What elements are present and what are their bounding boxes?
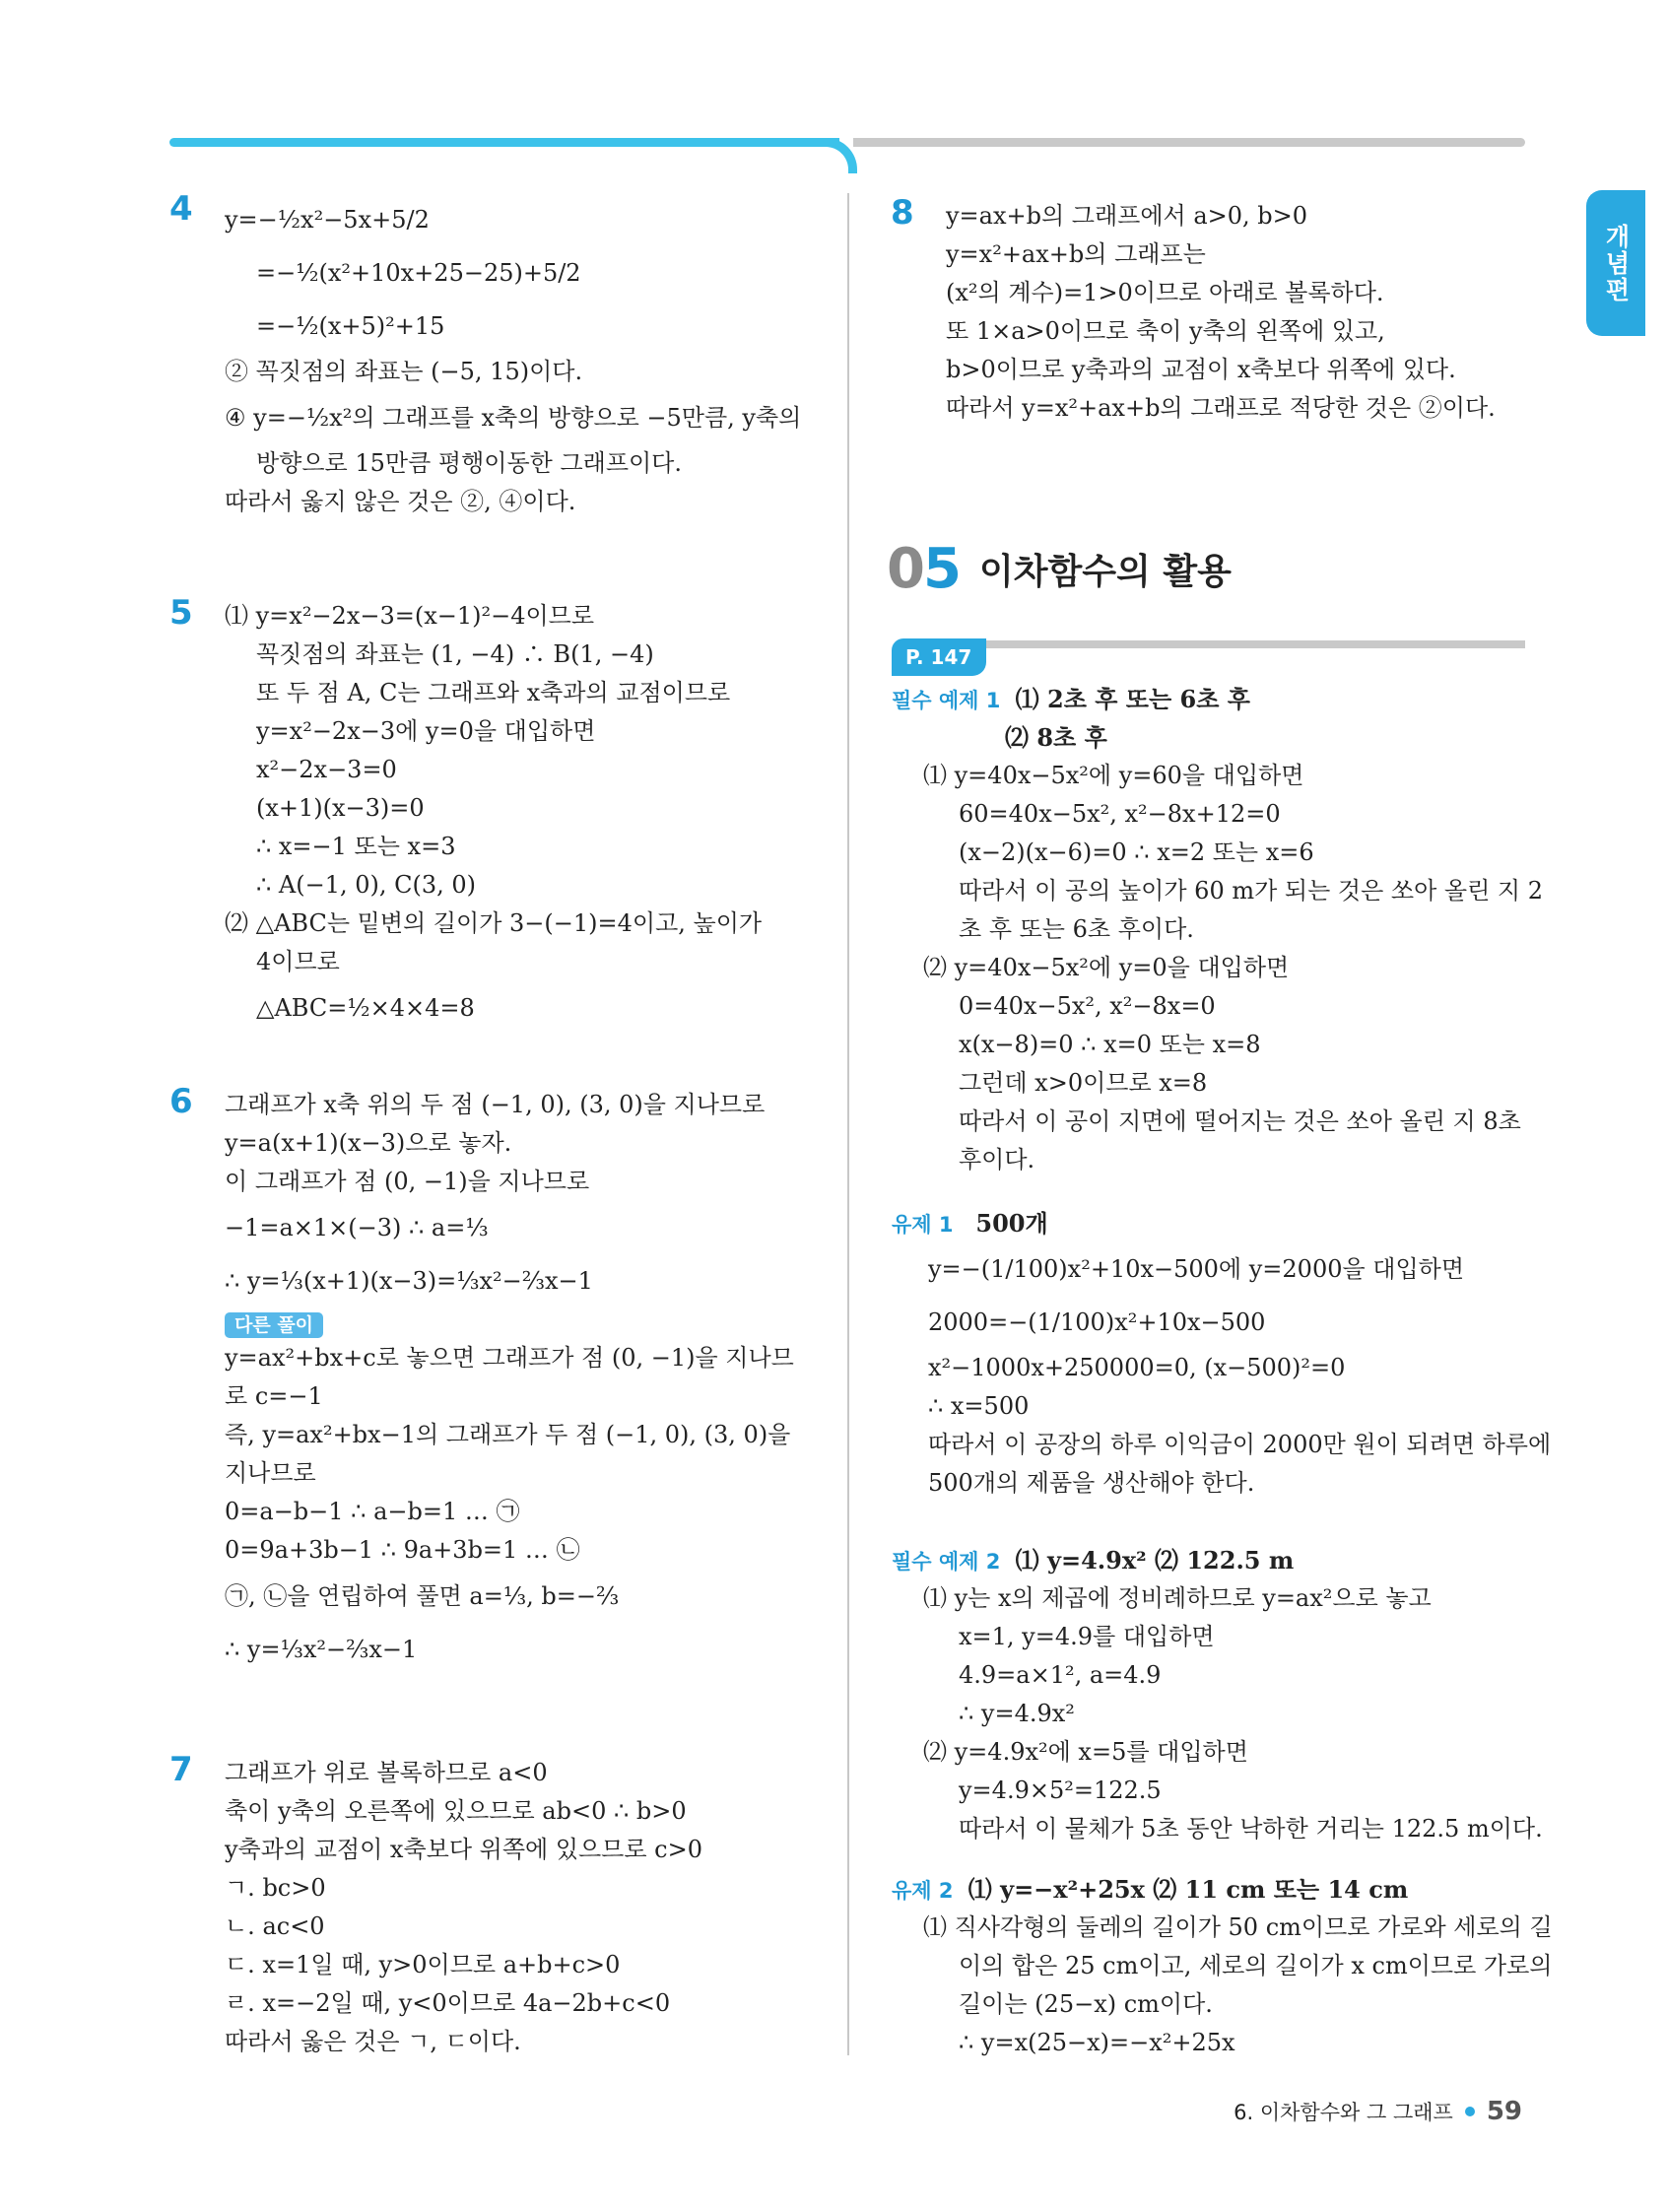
problem-7 — [169, 1750, 703, 2061]
line: 0=40x−5x², x²−8x=0 — [959, 992, 1216, 1020]
line: 60=40x−5x², x²−8x+12=0 — [959, 800, 1281, 828]
line: ⑵ y=4.9x²에 x=5를 대입하면 — [923, 1738, 1248, 1766]
line: ⑵ y=40x−5x²에 y=0을 대입하면 — [923, 954, 1290, 981]
line: =−½(x+5)²+15 — [256, 312, 445, 340]
line: y=ax²+bx+c로 놓으면 그래프가 점 (0, −1)을 지나므 — [225, 1344, 794, 1372]
line: x²−1000x+250000=0, (x−500)²=0 — [928, 1354, 1346, 1381]
line: 2000=−(1/100)x²+10x−500 — [928, 1308, 1266, 1336]
line: ∴ x=500 — [928, 1392, 1030, 1420]
line: ⑵ △ABC는 밑변의 길이가 3−(−1)=4이고, 높이가 — [225, 909, 763, 937]
problem-4 — [169, 189, 802, 521]
line: 4.9=a×1², a=4.9 — [959, 1661, 1162, 1689]
line: (x−2)(x−6)=0 ∴ x=2 또는 x=6 — [959, 838, 1314, 866]
problem-6 — [169, 1082, 794, 1676]
line: y=x²+ax+b의 그래프는 — [946, 240, 1206, 268]
line: △ABC=½×4×4=8 — [256, 994, 475, 1022]
problem-8 — [891, 193, 1496, 428]
problem-number: 6 — [169, 1082, 193, 1121]
section-title — [887, 534, 1232, 603]
line: 이의 합은 25 cm이고, 세로의 길이가 x cm이므로 가로의 — [959, 1952, 1553, 1979]
line: (x+1)(x−3)=0 — [256, 794, 425, 822]
line: 따라서 옳지 않은 것은 ②, ④이다. — [225, 488, 576, 515]
line: y=−(1/100)x²+10x−500에 y=2000을 대입하면 — [928, 1255, 1465, 1283]
line: ⑴ y는 x의 제곱에 정비례하므로 y=ax²으로 놓고 — [923, 1584, 1432, 1612]
line: ㄹ. x=−2일 때, y<0이므로 4a−2b+c<0 — [225, 1989, 671, 2017]
top-bar-left — [169, 138, 839, 147]
line: 길이는 (25−x) cm이다. — [959, 1990, 1213, 2018]
section-number: 05 — [887, 536, 960, 601]
line: ∴ y=4.9x² — [959, 1700, 1075, 1727]
line: 그래프가 위로 볼록하므로 a<0 — [225, 1759, 548, 1786]
problem-number: 5 — [169, 593, 193, 633]
line: x=1, y=4.9를 대입하면 — [959, 1623, 1215, 1650]
line: 따라서 이 공장의 하루 이익금이 2000만 원이 되려면 하루에 — [928, 1431, 1552, 1458]
line: 0=a−b−1 ∴ a−b=1 … ㉠ — [225, 1498, 520, 1525]
line: ㉠, ㉡을 연립하여 풀면 a=⅓, b=−⅔ — [225, 1582, 620, 1610]
line: 그런데 x>0이므로 x=8 — [959, 1069, 1208, 1097]
line: 그래프가 x축 위의 두 점 (−1, 0), (3, 0)을 지나므로 — [225, 1091, 766, 1118]
example-answer: ⑴ y=4.9x² ⑵ 122.5 m — [1015, 1546, 1295, 1575]
line: 초 후 또는 6초 후이다. — [959, 915, 1194, 943]
problem-5 — [169, 593, 763, 1035]
line: 지나므로 — [225, 1459, 316, 1487]
line: y축과의 교점이 x축보다 위쪽에 있으므로 c>0 — [225, 1836, 703, 1863]
line: 0=9a+3b−1 ∴ 9a+3b=1 … ㉡ — [225, 1536, 580, 1564]
line: 후이다. — [959, 1146, 1035, 1173]
problem-number: 4 — [169, 189, 193, 229]
chapter-title: 6. 이차함수와 그 그래프 — [1234, 2101, 1453, 2124]
line: b>0이므로 y축과의 교점이 x축보다 위쪽에 있다. — [946, 356, 1456, 383]
side-tab: 개념편 — [1586, 190, 1645, 336]
example-1 — [892, 680, 1543, 1179]
example-label: 필수 예제 2 — [892, 1550, 1001, 1574]
line: 따라서 이 공이 지면에 떨어지는 것은 쏘아 올린 지 8초 — [959, 1107, 1521, 1135]
problem-number: 7 — [169, 1750, 193, 1789]
line: 따라서 이 공의 높이가 60 m가 되는 것은 쏘아 올린 지 2 — [959, 877, 1543, 905]
line: 따라서 y=x²+ax+b의 그래프로 적당한 것은 ②이다. — [946, 394, 1496, 422]
line: ㄷ. x=1일 때, y>0이므로 a+b+c>0 — [225, 1951, 621, 1978]
line: =−½(x²+10x+25−25)+5/2 — [256, 259, 581, 287]
line: 이 그래프가 점 (0, −1)을 지나므로 — [225, 1168, 590, 1195]
page-number: 59 — [1486, 2097, 1522, 2126]
line: ㄱ. bc>0 — [225, 1874, 326, 1902]
line: 방향으로 15만큼 평행이동한 그래프이다. — [256, 449, 682, 477]
line: ㄴ. ac<0 — [225, 1912, 325, 1940]
line: ④ y=−½x²의 그래프를 x축의 방향으로 −5만큼, y축의 — [225, 404, 802, 432]
top-bar-curve — [788, 138, 857, 173]
line: 즉, y=ax²+bx−1의 그래프가 두 점 (−1, 0), (3, 0)을 — [225, 1421, 791, 1448]
exercise-2 — [892, 1870, 1553, 2062]
section-heading: 이차함수의 활용 — [978, 551, 1232, 592]
example-label: 필수 예제 1 — [892, 689, 1001, 712]
line: ⑴ y=x²−2x−3=(x−1)²−4이므로 — [225, 602, 595, 630]
example-answer: ⑴ 2초 후 또는 6초 후 — [1015, 685, 1250, 713]
problem-number: 8 — [891, 193, 914, 233]
line: ⑴ y=40x−5x²에 y=60을 대입하면 — [923, 762, 1304, 789]
top-bar-right — [853, 138, 1525, 147]
line: 축이 y축의 오른쪽에 있으므로 ab<0 ∴ b>0 — [225, 1797, 687, 1825]
example-answer: ⑴ y=−x²+25x ⑵ 11 cm 또는 14 cm — [967, 1875, 1409, 1904]
example-label: 유제 1 — [892, 1213, 954, 1237]
page-footer — [1234, 2097, 1522, 2126]
alt-solution-row — [225, 1307, 794, 1339]
example-label: 유제 2 — [892, 1879, 954, 1903]
exercise-1 — [892, 1204, 1551, 1503]
example-answer: ⑵ 8초 후 — [1005, 723, 1107, 752]
line: 꼭짓점의 좌표는 (1, −4) ∴ B(1, −4) — [256, 640, 654, 668]
line: y=x²−2x−3에 y=0을 대입하면 — [256, 717, 596, 745]
line: ∴ x=−1 또는 x=3 — [256, 833, 456, 860]
line: y=−½x²−5x+5/2 — [225, 206, 430, 234]
line: ② 꼭짓점의 좌표는 (−5, 15)이다. — [225, 358, 583, 385]
page-tag-line — [980, 640, 1525, 648]
line: y=4.9×5²=122.5 — [959, 1776, 1162, 1804]
line: 또 두 점 A, C는 그래프와 x축과의 교점이므로 — [256, 679, 731, 706]
line: ∴ y=⅓x²−⅔x−1 — [225, 1636, 418, 1663]
bullet-dot-icon — [1465, 2107, 1475, 2116]
line: 따라서 옳은 것은 ㄱ, ㄷ이다. — [225, 2028, 521, 2055]
line: ∴ A(−1, 0), C(3, 0) — [256, 871, 477, 899]
line: −1=a×1×(−3) ∴ a=⅓ — [225, 1214, 489, 1241]
column-divider — [847, 193, 849, 2055]
line: ∴ y=x(25−x)=−x²+25x — [959, 2029, 1235, 2056]
line: (x²의 계수)=1>0이므로 아래로 볼록하다. — [946, 279, 1384, 306]
line: x(x−8)=0 ∴ x=0 또는 x=8 — [959, 1031, 1261, 1058]
line: 따라서 이 물체가 5초 동안 낙하한 거리는 122.5 m이다. — [959, 1815, 1543, 1843]
line: ∴ y=⅓(x+1)(x−3)=⅓x²−⅔x−1 — [225, 1267, 593, 1295]
page-tag: P. 147 — [892, 638, 986, 676]
line: y=a(x+1)(x−3)으로 놓자. — [225, 1129, 512, 1157]
example-2 — [892, 1541, 1543, 1848]
line: y=ax+b의 그래프에서 a>0, b>0 — [946, 202, 1308, 230]
example-answer: 500개 — [975, 1209, 1048, 1238]
alt-solution-badge: 다른 풀이 — [225, 1312, 323, 1338]
line: 500개의 제품을 생산해야 한다. — [928, 1469, 1255, 1497]
line: 4이므로 — [256, 948, 340, 975]
line: ⑴ 직사각형의 둘레의 길이가 50 cm이므로 가로와 세로의 길 — [923, 1913, 1553, 1941]
line: 로 c=−1 — [225, 1382, 323, 1410]
line: 또 1×a>0이므로 축이 y축의 왼쪽에 있고, — [946, 317, 1385, 345]
line: x²−2x−3=0 — [256, 756, 397, 783]
